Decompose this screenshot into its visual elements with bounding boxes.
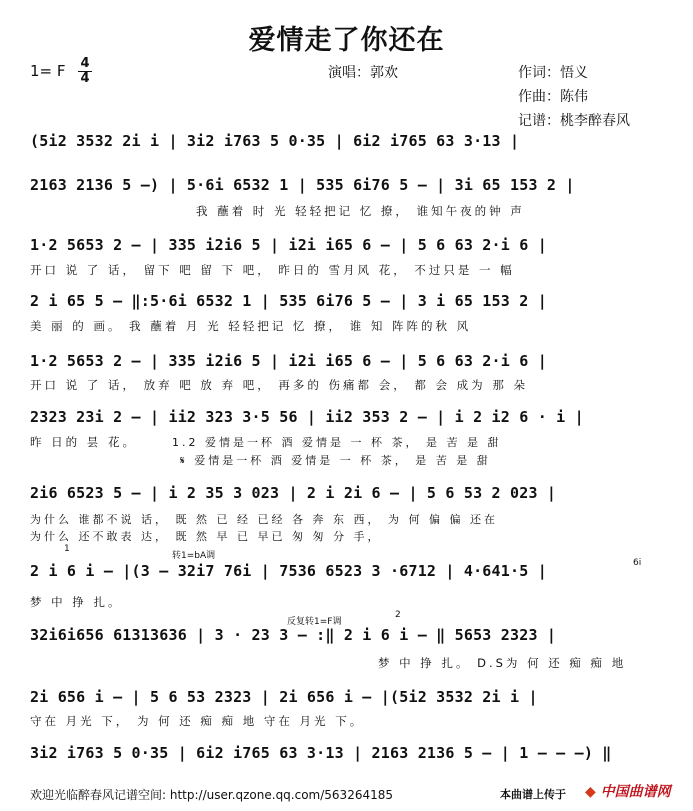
score-line-3: 1·2 5653 2 – | 335 i2i6 5 | i2i i65 6 – | 5 6 63 2·i 6 | <box>30 236 547 254</box>
upload-credit: 本曲谱上传于 <box>500 788 566 801</box>
logo-mark-icon: ◆ <box>585 784 596 800</box>
repeat-key-marker: 反复转1=F调 <box>287 617 342 627</box>
song-title: 爱情走了你还在 <box>248 25 445 56</box>
score-line-10: 2i 656 i – | 5 6 53 2323 | 2i 656 i – |(5i2 3532 2i i | <box>30 688 538 706</box>
lyric-line-9: 梦 中 挣 扎。 D.S为 何 还 痴 痴 地 <box>378 656 627 670</box>
lyric-line-6-verse-2: 𝄋 爱情是一杯 酒 爱情是 一 杯 茶， 是 苦 是 甜 <box>180 454 491 467</box>
volta-1-marker: 1 <box>64 544 70 554</box>
score-line-7: 2i6 6523 5 – | i 2 35 3 023 | 2 i 2i 6 – | 5 6 53 2 023 | <box>30 484 557 502</box>
score-line-2: 2163 2136 5 –) | 5·6i 6532 1 | 535 6i76 5 – | 3i 65 153 2 | <box>30 176 575 194</box>
score-line-9: 32i6i656 61313636 | 3 · 23 3 – :‖ 2 i 6 i – ‖ 5653 2323 | <box>30 626 557 644</box>
score-line-5: 1·2 5653 2 – | 335 i2i6 5 | i2i i65 6 – | 5 6 63 2·i 6 | <box>30 352 547 370</box>
score-line-11: 3i2 i763 5 0·35 | 6i2 i765 63 3·13 | 2163 2136 5 – | 1 – – –) ‖ <box>30 744 612 762</box>
score-line-4: 2 i 65 5 – ‖:5·6i 6532 1 | 535 6i76 5 – | 3 i 65 153 2 | <box>30 292 547 310</box>
score-line-6: 2323 23i 2 – | ii2 323 3·5 56 | ii2 353 2 – | i 2 i2 6 · i | <box>30 408 584 426</box>
lyricist-credit: 作词：悟义 <box>518 65 588 81</box>
lyric-line-2: 我 蘸着 时 光 轻轻把记 忆 撩， 谁知午夜的钟 声 <box>196 204 525 218</box>
lyric-line-4: 美 丽 的 画。 我 蘸着 月 光 轻轻把记 忆 撩， 谁 知 阵阵的秋 风 <box>30 319 472 333</box>
grace-note-marker: 6i <box>633 558 642 568</box>
footer-link-text: 欢迎光临醉春风记谱空间: http://user.qzone.qq.com/563264185 <box>30 788 394 802</box>
lyric-line-7-verse-2: 为什么 还不敢表 达， 既 然 早 已 早已 匆 匆 分 手， <box>30 530 382 543</box>
time-signature-bottom: 4 <box>80 71 90 86</box>
time-signature-top: 4 <box>80 56 90 71</box>
key-signature: 1= F <box>30 62 66 80</box>
time-signature <box>78 58 92 85</box>
transcriber-credit: 记谱：桃李醉春风 <box>518 113 630 129</box>
lyric-line-6-verse-1: 1.2 爱情是一杯 酒 爱情是 一 杯 茶， 是 苦 是 甜 <box>172 436 502 449</box>
site-logo <box>585 781 671 801</box>
lyric-line-8: 梦 中 挣 扎。 <box>30 595 123 609</box>
lyric-line-6: 昨 日的 昙 花。 <box>30 435 137 449</box>
lyric-line-7-verse-1: 为什么 谁都不说 话， 既 然 已 经 已经 各 奔 东 西， 为 何 偏 偏 还在 <box>30 513 498 526</box>
lyric-line-3: 开口 说 了 话， 留下 吧 留 下 吧， 昨日的 雪月风 花， 不过只是 一 幅 <box>30 263 515 277</box>
volta-2-marker: 2 <box>395 610 401 620</box>
score-line-8: 2 i 6 i – |(3 – 32i7 76i | 7536 6523 3 ·6712 | 4·641·5 | <box>30 562 547 580</box>
lyric-line-5: 开口 说 了 话， 放弃 吧 放 弃 吧， 再多的 伤痛都 会， 都 会 成为 那 朵 <box>30 378 528 392</box>
lyric-line-10: 守在 月光 下， 为 何 还 痴 痴 地 守在 月光 下。 <box>30 714 365 728</box>
key-change-marker: 转1=bA调 <box>172 551 216 561</box>
composer-credit: 作曲：陈伟 <box>518 89 588 105</box>
singer-credit: 演唱：郭欢 <box>328 65 398 81</box>
score-line-1: (5i2 3532 2i i | 3i2 i763 5 0·35 | 6i2 i765 63 3·13 | <box>30 132 520 150</box>
logo-text: 中国曲谱网 <box>600 784 671 800</box>
